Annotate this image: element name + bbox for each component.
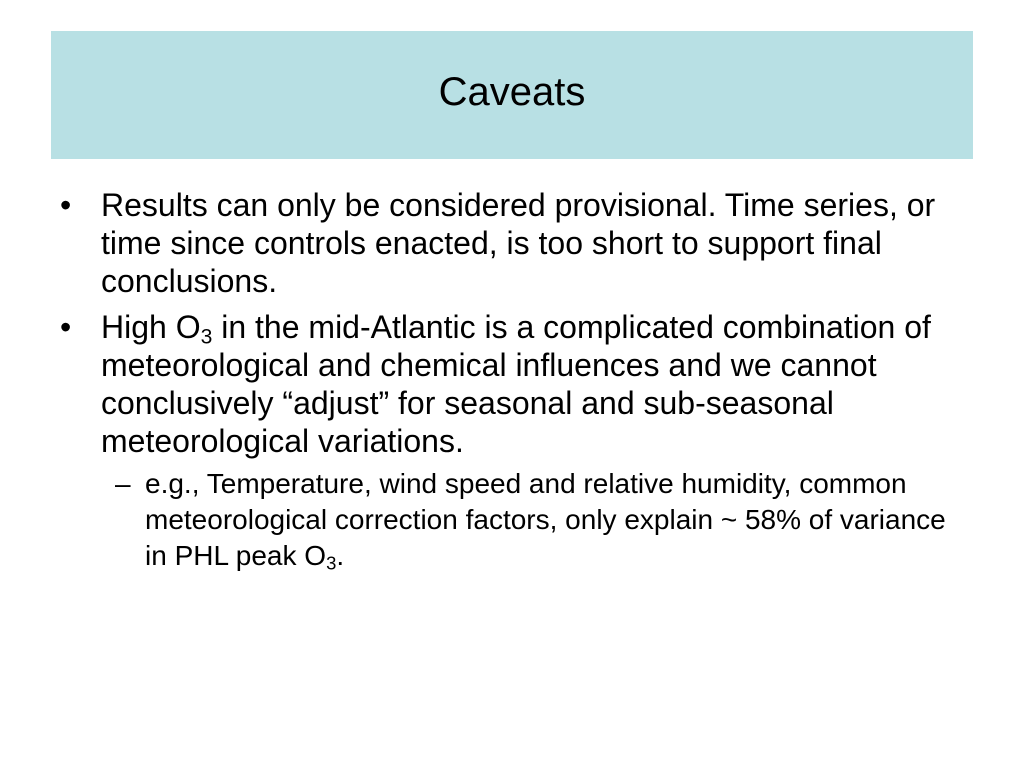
bullet-dot-icon: • <box>60 309 72 345</box>
slide-title: Caveats <box>438 70 586 114</box>
dash-icon: – <box>115 468 131 499</box>
bullet-item-ozone <box>60 308 960 574</box>
subbullet-list <box>101 466 960 574</box>
bullet-dot-icon: • <box>60 187 72 223</box>
bullet-item-provisional <box>60 186 960 300</box>
bullet-text: Results can only be considered provisional. Time series, or time since controls enacted, is too short to support final conclusions. <box>101 187 936 299</box>
subbullet-text-after: . <box>336 540 345 571</box>
subbullet-text-before: e.g., Temperature, wind speed and relative humidity, common meteorological correction factors, only explain ~ 58% of variance in PHL peak O <box>145 468 946 571</box>
slide-body <box>60 186 960 582</box>
bullet-text-before: High O <box>101 309 201 345</box>
subbullet-item-variance <box>101 466 960 574</box>
bullet-subscript: 3 <box>200 325 213 349</box>
title-bar <box>51 31 973 159</box>
bullet-list <box>60 186 960 574</box>
subbullet-subscript: 3 <box>326 552 337 574</box>
bullet-text-after: in the mid-Atlantic is a complicated combination of meteorological and chemical influences and we cannot conclusively “adjust” for seasonal and sub-seasonal meteorological variations. <box>101 309 931 459</box>
